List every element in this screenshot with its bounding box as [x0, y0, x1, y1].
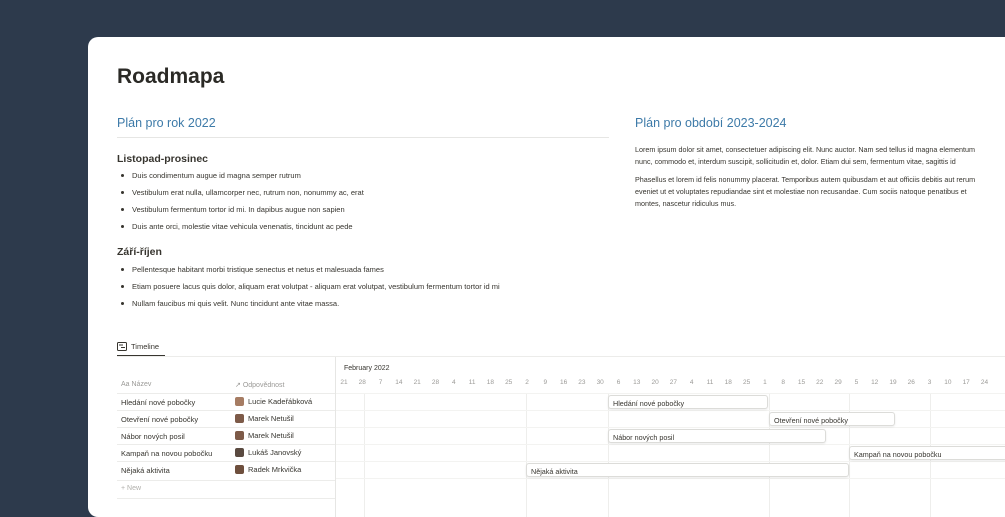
table-row[interactable] [117, 461, 335, 479]
date-tick: 10 [944, 379, 952, 386]
grid-column-line [364, 393, 365, 517]
date-tick: 22 [816, 379, 824, 386]
owner-name: Lukáš Janovský [248, 448, 302, 457]
date-tick: 19 [889, 379, 897, 386]
timeline-bar[interactable]: Nábor nových posil [608, 429, 826, 443]
date-tick: 15 [797, 379, 806, 386]
bullet-list-sep-oct [117, 264, 500, 315]
grid-row-line [336, 393, 1005, 394]
date-tick: 20 [651, 379, 659, 386]
timeline-bar[interactable]: Otevření nové pobočky [769, 412, 895, 426]
date-tick: 18 [724, 379, 732, 386]
date-tick: 28 [358, 379, 366, 386]
avatar [235, 397, 244, 406]
date-tick: 23 [578, 379, 586, 386]
row-owner [235, 414, 294, 423]
avatar [235, 431, 244, 440]
timeline-bar[interactable]: Kampaň na novou pobočku [849, 446, 1005, 460]
paragraph-line: Lorem ipsum dolor sit amet, consectetuer adipiscing elit. Nunc auctor. Nam sed tellus id magna elementum [635, 145, 975, 154]
owner-name: Marek Netušil [248, 431, 294, 440]
list-item: Pellentesque habitant morbi tristique senectus et netus et malesuada fames [117, 264, 500, 281]
date-tick: 11 [706, 379, 714, 386]
date-tick: 14 [395, 379, 403, 386]
paragraph-line: Phasellus et lorem id felis nonummy placerat. Temporibus autem quibusdam et aut officiis debitis aut rerum [635, 175, 976, 184]
owner-name: Radek Mrkvička [248, 465, 302, 474]
date-tick: 9 [543, 379, 548, 386]
timeline-bar[interactable]: Hledání nové pobočky [608, 395, 768, 409]
list-item: Etiam posuere lacus quis dolor, aliquam erat volutpat - aliquam erat volutpat, vestibulum fermentum tortor id mi [117, 281, 500, 298]
date-tick: 4 [451, 379, 456, 386]
list-item: Duis ante orci, molestie vitae vehicula venenatis, tincidunt ac pede [117, 221, 364, 238]
list-item: Duis condimentum augue id magna semper rutrum [117, 170, 364, 187]
date-tick: 25 [505, 379, 513, 386]
bullet-list-nov-dec [117, 170, 364, 238]
timeline-table [117, 357, 335, 517]
new-row-label: + New [121, 485, 142, 492]
grid-row-line [336, 427, 1005, 428]
column-header-owner-label: Odpovědnost [242, 382, 285, 389]
avatar [235, 448, 244, 457]
new-row-button[interactable] [117, 480, 335, 499]
avatar [235, 414, 244, 423]
date-tick: 17 [962, 379, 970, 386]
timeline-grid [335, 357, 1005, 517]
grid-row-line [336, 410, 1005, 411]
date-tick: 26 [907, 379, 915, 386]
arrow-icon: ↗ [235, 382, 241, 389]
date-tick: 28 [431, 379, 440, 386]
column-header-owner[interactable] [235, 381, 284, 389]
row-owner [235, 431, 294, 440]
owner-name: Lucie Kadeřábková [248, 397, 313, 406]
date-tick: 16 [559, 379, 568, 386]
row-name: Kampaň na novou pobočku [121, 449, 213, 458]
date-tick: 13 [633, 379, 641, 386]
date-tick: 1 [763, 379, 767, 386]
table-row[interactable] [117, 393, 335, 411]
date-tick: 29 [834, 379, 842, 386]
row-owner [235, 397, 312, 406]
grid-row-line [336, 461, 1005, 462]
date-tick: 8 [781, 379, 785, 386]
timeline-icon [117, 342, 127, 351]
table-row[interactable] [117, 410, 335, 428]
list-item: Vestibulum erat nulla, ullamcorper nec, rutrum non, nonummy ac, erat [117, 187, 364, 204]
tab-timeline[interactable] [117, 337, 159, 355]
tab-label: Timeline [131, 341, 160, 351]
date-tick: 12 [871, 379, 879, 386]
date-tick: 11 [468, 379, 476, 386]
table-row[interactable] [117, 444, 335, 462]
paragraph [635, 144, 1005, 168]
paragraph [635, 174, 1005, 210]
date-tick: 27 [669, 379, 677, 386]
date-tick: 21 [413, 379, 421, 386]
grid-column-line [608, 393, 609, 517]
date-tick: 2 [525, 379, 529, 386]
table-header [117, 377, 335, 393]
date-tick: 5 [854, 379, 859, 386]
page-title: Roadmapa [117, 65, 225, 88]
grid-row-line [336, 478, 1005, 479]
owner-name: Marek Netušil [248, 414, 294, 423]
date-tick: 25 [742, 379, 751, 386]
paragraph-line: eveniet ut et voluptates repudiandae sint et molestiae non recusandae. Cum sociis natoque penatibus et [635, 187, 967, 196]
date-tick: 21 [340, 379, 348, 386]
list-item: Vestibulum fermentum tortor id mi. In dapibus augue non sapien [117, 204, 364, 221]
avatar [235, 465, 244, 474]
table-row[interactable] [117, 427, 335, 445]
date-tick: 7 [378, 379, 383, 386]
timeline-bar[interactable]: Nějaká aktivita [526, 463, 849, 477]
grid-row-line [336, 444, 1005, 445]
section-title-nov-dec: Listopad-prosinec [117, 153, 209, 165]
heading-plan-2022: Plán pro rok 2022 [117, 116, 216, 130]
row-name: Nějaká aktivita [121, 466, 170, 475]
date-tick: 24 [980, 379, 989, 386]
row-name: Hledání nové pobočky [121, 398, 196, 407]
row-owner [235, 465, 301, 474]
heading-plan-2023-2024: Plán pro období 2023-2024 [635, 116, 787, 130]
row-name: Otevření nové pobočky [121, 415, 199, 424]
date-tick: 6 [616, 379, 621, 386]
row-owner [235, 448, 301, 457]
date-tick: 4 [689, 379, 694, 386]
paragraph-line: nunc, commodo et, interdum suscipit, sollicitudin et, dolor. Etiam dui sem, fermentum vitae, sagittis id [635, 157, 956, 166]
section-title-sep-oct: Září-říjen [117, 246, 162, 258]
column-header-name[interactable]: Aa Název [121, 381, 152, 388]
date-tick: 3 [927, 379, 932, 386]
timeline-view [117, 357, 1005, 517]
list-item: Nullam faucibus mi quis velit. Nunc tincidunt ante vitae massa. [117, 298, 500, 315]
date-tick: 18 [486, 379, 494, 386]
grid-column-line [526, 393, 527, 517]
paragraph-line: montes, nascetur ridiculus mus. [635, 199, 737, 208]
date-tick: 30 [596, 379, 604, 386]
row-name: Nábor nových posil [121, 432, 185, 441]
month-label: February 2022 [344, 365, 390, 372]
page-card [88, 37, 1005, 517]
divider [117, 137, 609, 138]
